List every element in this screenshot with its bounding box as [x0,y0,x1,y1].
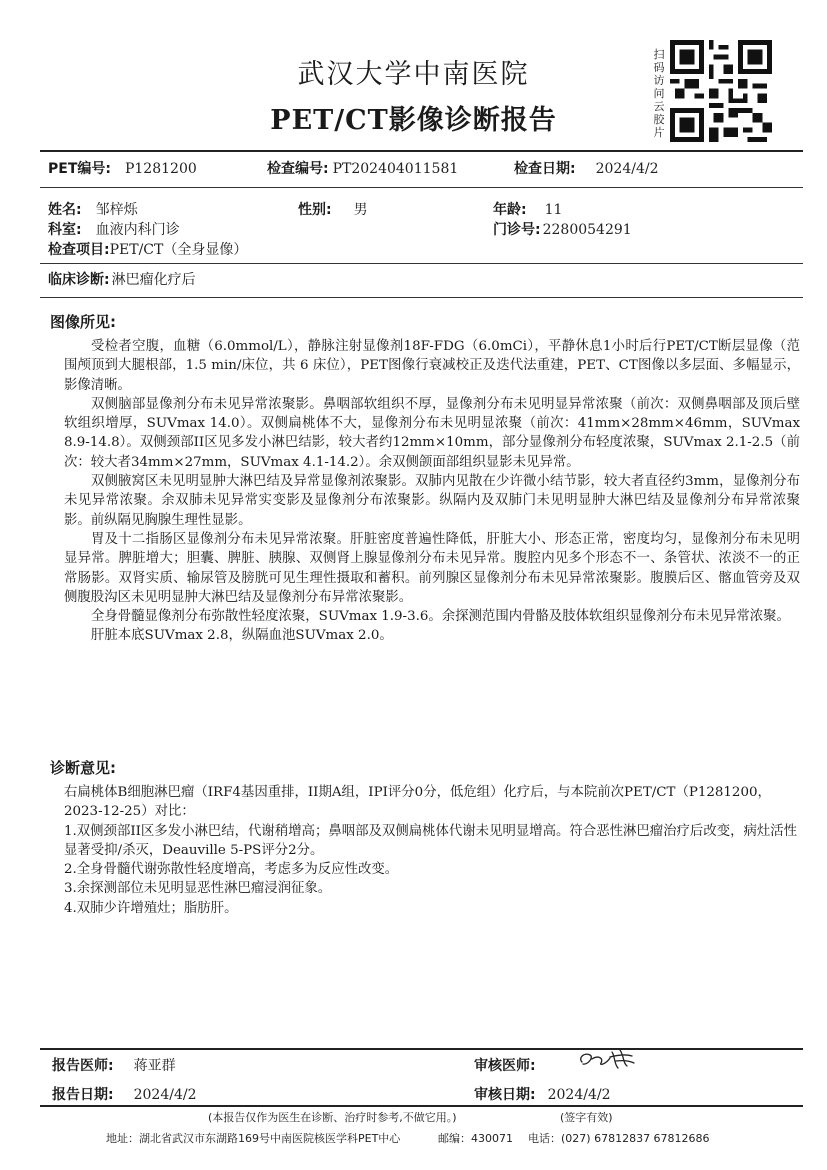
pet-number-label: PET编号: [48,161,111,177]
findings-paragraph: 双侧脑部显像剂分布未见异常浓聚影。鼻咽部软组织不厚，显像剂分布未见明显异常浓聚（前次：双侧鼻咽部及顶后壁软组织增厚，SUVmax 14.0）。双侧扁桃体不大，显像剂分布未见明显浓聚（前次：41mm×28mm×46mm，SUVmax 8.9-14.8）。双侧颈部II区见多发小淋巴结影，较大者约12mm×10mm，部分显像剂分布轻度浓聚，SUVmax 2.1-2.5（前次：较大者34mm×27mm，SUVmax 4.1-14.2）。余双侧颌面部组织显影未见异常。 [64,396,800,470]
exam-item-label: 检查项目: [48,242,110,258]
report-date-label: 报告日期: [52,1087,114,1103]
review-date-field [474,1086,611,1104]
age-label: 年龄: [493,202,527,218]
footer-phone: 电话：(027) 67812837 67812686 [528,1132,710,1145]
report-date-field [52,1086,197,1104]
report-doctor-field [52,1057,176,1075]
report-doctor-label: 报告医师: [52,1058,114,1074]
patient-sex: 男 [353,202,368,218]
exam-item-field [48,241,247,259]
name-field [48,201,138,219]
review-date-label: 审核日期: [474,1087,536,1103]
review-date: 2024/4/2 [547,1087,611,1103]
divider-footer [40,1105,803,1107]
report-doctor: 蒋亚群 [133,1058,176,1074]
footer-postcode: 邮编：430071 [438,1132,513,1145]
review-doctor-label: 审核医师: [474,1058,536,1074]
exam-date-label: 检查日期: [514,161,576,177]
diagnosis-text [64,783,800,918]
exam-date-field [514,160,659,178]
patient-age: 11 [544,202,563,218]
clinical-diagnosis-field [48,271,196,289]
exam-date: 2024/4/2 [595,161,659,177]
diagnosis-heading: 诊断意见: [50,759,116,777]
sex-label: 性别: [298,202,332,218]
qr-code-icon[interactable] [670,40,772,142]
patient-dept: 血液内科门诊 [95,222,180,238]
review-doctor-field [474,1057,536,1075]
dept-label: 科室: [48,222,82,238]
report-title: PET/CT影像诊断报告 [270,105,557,136]
name-label: 姓名: [48,202,82,218]
findings-paragraph: 双侧腋窝区未见明显肿大淋巴结及异常显像剂浓聚影。双肺内见散在少许微小结节影，较大者直径约3mm，显像剂分布未见异常浓聚。余双肺未见异常实变影及显像剂分布浓聚影。纵隔内及双肺门未见明显肿大淋巴结及显像剂分布异常浓聚影。前纵隔见胸腺生理性显影。 [64,474,800,528]
clinic-number-field [493,221,632,239]
exam-number-label: 检查编号: [267,161,329,177]
clinic-number: 2280054291 [542,222,632,238]
reviewer-signature [574,1046,646,1072]
diagnosis-line: 3.余探测部位未见明显恶性淋巴瘤浸润征象。 [64,881,332,897]
report-date: 2024/4/2 [133,1087,197,1103]
divider-top [40,150,803,152]
pet-number: P1281200 [124,161,197,177]
exam-number: PT202404011581 [332,161,459,177]
patient-name: 邹梓烁 [95,202,138,218]
diagnosis-line: 2.全身骨髓代谢弥散性轻度增高，考虑多为反应性改变。 [64,862,399,878]
footer-note: (本报告仅作为医生在诊断、治疗时参考,不做它用。) [208,1111,457,1124]
footer-address: 地址：湖北省武汉市东湖路169号中南医院核医学科PET中心 [106,1132,401,1145]
age-field [493,201,562,219]
footer-signature-valid: (签字有效) [560,1111,613,1124]
sex-field [298,201,368,219]
clinical-diagnosis: 淋巴瘤化疗后 [111,272,196,288]
qr-caption: 扫码访问云胶片 [653,48,665,139]
pet-number-field [48,160,197,178]
diagnosis-line: 4.双肺少许增殖灶；脂肪肝。 [64,900,238,916]
dept-field [48,221,180,239]
findings-heading: 图像所见: [50,313,116,331]
clinic-number-label: 门诊号: [493,222,541,238]
exam-item: PET/CT（全身显像） [109,242,248,258]
findings-text [64,337,800,646]
hospital-name: 武汉大学中南医院 [297,59,530,90]
diagnosis-line: 右扁桃体B细胞淋巴瘤（IRF4基因重排，II期A组，IPI评分0分，低危组）化疗后，与本院前次PET/CT（P1281200，2023-12-25）对比： [64,785,771,820]
findings-paragraph: 全身骨髓显像剂分布弥散性轻度浓聚，SUVmax 1.9-3.6。余探测范围内骨骼及肢体软组织显像剂分布未见异常浓聚。 [91,609,790,625]
divider-ids [40,187,803,188]
findings-paragraph: 受检者空腹，血糖（6.0mmol/L），静脉注射显像剂18F-FDG（6.0mCi），平静休息1小时后行PET/CT断层显像（范围颅顶到大腿根部，1.5 min/床位，共 6 床位），PET图像行衰减校正及迭代法重建，PET、CT图像以多层面、多幅显示，影像清晰。 [64,339,800,393]
findings-paragraph: 肝脏本底SUVmax 2.8，纵隔血池SUVmax 2.0。 [91,628,393,644]
exam-number-field [267,160,458,178]
divider-signoff [40,1048,803,1050]
clinical-diagnosis-label: 临床诊断: [48,272,110,288]
divider-clinical [40,297,803,298]
diagnosis-line: 1.双侧颈部II区多发小淋巴结，代谢稍增高；鼻咽部及双侧扁桃体代谢未见明显增高。符合恶性淋巴瘤治疗后改变，病灶活性显著受抑/杀灭，Deauville 5-PS评分2分。 [64,823,798,858]
divider-patient [40,263,803,264]
findings-paragraph: 胃及十二指肠区显像剂分布未见异常浓聚。肝脏密度普遍性降低，肝脏大小、形态正常，密度均匀，显像剂分布未见明显异常。脾脏增大；胆囊、脾脏、胰腺、双侧肾上腺显像剂分布未见异常。腹腔内见多个形态不一、条管状、浓淡不一的正常肠影。双肾实质、输尿管及膀胱可见生理性摄取和蓄积。前列腺区显像剂分布未见异常浓聚影。腹膜后区、髂血管旁及双侧腹股沟区未见明显肿大淋巴结及显像剂分布异常浓聚影。 [64,531,800,605]
